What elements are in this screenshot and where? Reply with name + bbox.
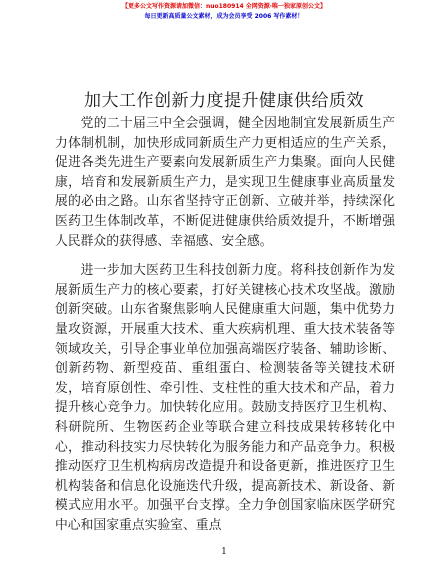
page-number: 1 <box>221 547 227 557</box>
promo-line-1: 【更多公文写作资源请加微信：nuo180914 全网资源·唯一独家原创公文】 <box>121 3 327 10</box>
document-body <box>55 114 395 535</box>
paragraph-2: 进一步加大医药卫生科技创新力度。将科技创新作为发展新质生产力的核心要素，打好关键核心技术攻坚战。激励创新突破。山东省聚焦影响人民健康重大问题，集中优势力量攻资源，开展重大技术、重大疾病机理、重大技术装备等领域攻关，引导企事业单位加强高端医疗装备、辅助诊断、创新药物、新型疫苗、重组蛋白、检测装备等关键技术研发，培育原创性、牵引性、支柱性的重大技术和产品，着力提升核心竞争力。加快转化应用。鼓励支持医疗卫生机构、科研院所、生物医药企业等联合建立科技成果转移转化中心，推动科技实力尽快转化为服务能力和产品竞争力。积极推动医疗卫生机构病房改造提升和设备更新，推进医疗卫生机构装备和信息化设施迭代升级，提高新技术、新设备、新模式应用水平。加强平台支撑。全力争创国家临床医学研究中心和国家重点实验室、重点 <box>55 263 395 533</box>
document-title: 加大工作创新力度提升健康供给质效 <box>84 91 364 112</box>
promo-banner <box>0 2 448 22</box>
promo-line-2: 每日更新高质量公文素材，成为会员享受 2006 写作素材！ <box>144 13 304 20</box>
paragraph-1: 党的二十届三中全会强调，健全因地制宜发展新质生产力体制机制，加快形成同新质生产力更相适应的生产关系，促进各类先进生产要素向发展新质生产力集聚。面向人民健康，培育和发展新质生产力，是实现卫生健康事业高质量发展的必由之路。山东省坚持守正创新、立破并举，持续深化医药卫生体制改革，不断促进健康供给质效提升，不断增强人民群众的获得感、幸福感、安全感。 <box>55 116 395 249</box>
